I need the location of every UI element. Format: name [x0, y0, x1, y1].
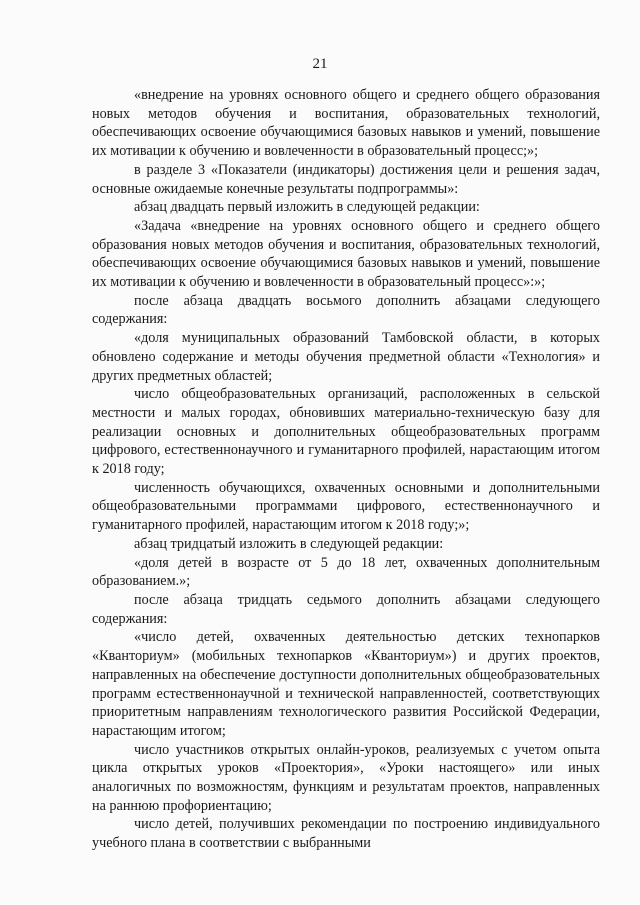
paragraph: «число детей, охваченных деятельностью детских технопарков «Кванториум» (мобильных технопарков «Кванториум») и других проектов, направленных на обеспечение доступности дополнительных общеобразовательных программ естественнонаучной и технической направленностей, соответствующих приоритетным направлениям технологического развития Российской Федерации, нарастающим итогом;: [92, 629, 600, 739]
paragraph: «доля детей в возрасте от 5 до 18 лет, охваченных дополнительным образованием.»;: [92, 554, 600, 590]
paragraph: в разделе 3 «Показатели (индикаторы) достижения цели и решения задач, основные ожидаемые конечные результаты подпрограммы»:: [92, 161, 600, 197]
paragraph: число общеобразовательных организаций, расположенных в сельской местности и малых городах, обновивших материально-техническую базу для реализации основных и дополнительных общеобразовательных программ цифрового, естественнонаучного и гуманитарного профилей, нарастающим итогом к 2018 году;: [92, 386, 600, 478]
page-number: 21: [312, 56, 328, 72]
document-body: [92, 86, 600, 853]
paragraph: «внедрение на уровнях основного общего и среднего общего образования новых методов обучения и воспитания, образовательных технологий, обеспечивающих освоение обучающимися базовых навыков и умений, повышение их мотивации к обучению и вовлеченности в образовательный процесс;»;: [92, 87, 600, 160]
paragraph: абзац двадцать первый изложить в следующей редакции:: [134, 199, 480, 216]
paragraph: после абзаца тридцать седьмого дополнить абзацами следующего содержания:: [92, 591, 600, 627]
paragraph: после абзаца двадцать восьмого дополнить абзацами следующего содержания:: [92, 292, 600, 328]
paragraph: «доля муниципальных образований Тамбовской области, в которых обновлено содержание и методы обучения предметной области «Технология» и других предметных областей;: [92, 330, 600, 384]
paragraph: «Задача «внедрение на уровнях основного общего и среднего общего образования новых методов обучения и воспитания, образовательных технологий, обеспечивающих освоение обучающимися базовых навыков и умений, повышение их мотивации к обучению и вовлеченности в образовательный процесс»:»;: [92, 217, 600, 291]
paragraph: число участников открытых онлайн-уроков, реализуемых с учетом опыта цикла открытых уроков «Проектория», «Уроки настоящего» или иных аналогичных по возможностям, функциям и результатам проектов, направленных на раннюю профориентацию;: [92, 741, 600, 814]
paragraph: абзац тридцатый изложить в следующей редакции:: [134, 535, 444, 552]
paragraph: число детей, получивших рекомендации по построению индивидуального учебного плана в соответствии с выбранными: [92, 816, 600, 852]
paragraph: численность обучающихся, охваченных основными и дополнительными общеобразовательными программами цифрового, естественнонаучного и гуманитарного профилей, нарастающим итогом к 2018 году;»;: [92, 479, 600, 534]
